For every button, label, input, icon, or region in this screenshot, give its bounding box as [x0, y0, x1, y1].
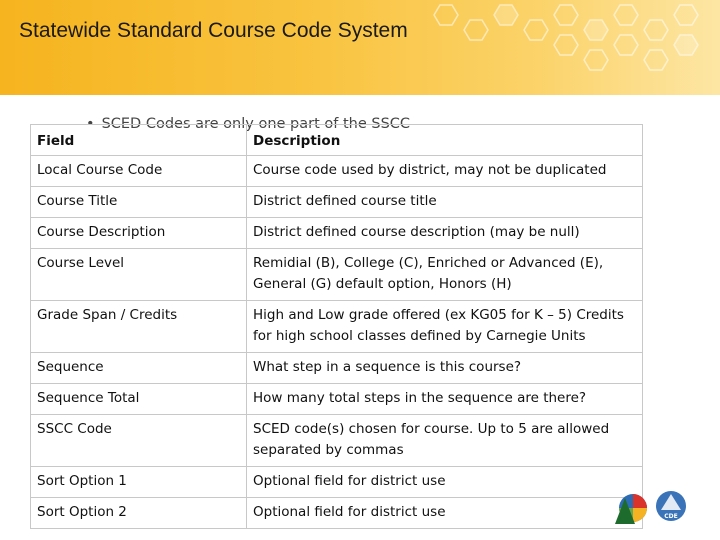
field-cell: Sort Option 2: [31, 498, 247, 529]
column-header-field: Field: [31, 125, 247, 156]
table-row: [31, 156, 643, 187]
field-cell: Sort Option 1: [31, 467, 247, 498]
description-cell: SCED code(s) chosen for course. Up to 5 are allowed separated by commas: [247, 415, 643, 467]
description-cell: Course code used by district, may not be duplicated: [247, 156, 643, 187]
organization-logos: [611, 484, 691, 526]
field-cell: Grade Span / Credits: [31, 301, 247, 353]
field-cell: Course Description: [31, 218, 247, 249]
field-cell: Course Title: [31, 187, 247, 218]
table-row: [31, 218, 643, 249]
description-cell: High and Low grade offered (ex KG05 for K – 5) Credits for high school classes defined by Carnegie Units: [247, 301, 643, 353]
bullet-dot-icon: •: [86, 116, 95, 132]
description-cell: Optional field for district use: [247, 498, 643, 529]
description-cell: What step in a sequence is this course?: [247, 353, 643, 384]
description-cell: Remidial (B), College (C), Enriched or Advanced (E), General (G) default option, Honors (H): [247, 249, 643, 301]
field-cell: SSCC Code: [31, 415, 247, 467]
column-header-description: Description: [247, 125, 643, 156]
field-cell: Sequence: [31, 353, 247, 384]
table-row: [31, 301, 643, 353]
cde-logo-icon: [656, 491, 686, 521]
colorado-pie-logo-icon: [615, 494, 647, 524]
field-cell: Sequence Total: [31, 384, 247, 415]
field-cell: Course Level: [31, 249, 247, 301]
table-row: [31, 384, 643, 415]
description-cell: District defined course title: [247, 187, 643, 218]
field-cell: Local Course Code: [31, 156, 247, 187]
description-cell: How many total steps in the sequence are there?: [247, 384, 643, 415]
table-row: [31, 249, 643, 301]
table-row: [31, 498, 643, 529]
bullet-text: SCED Codes are only one part of the SSCC: [101, 116, 411, 132]
table-header-row: [31, 125, 643, 156]
sscc-fields-table: [30, 124, 643, 529]
hexagon-pattern-decoration: [420, 0, 720, 95]
description-cell: District defined course description (may be null): [247, 218, 643, 249]
table-row: [31, 467, 643, 498]
slide-title: Statewide Standard Course Code System: [19, 19, 408, 42]
cde-logo-text: CDE: [664, 513, 678, 520]
slide-header-band: [0, 0, 720, 95]
description-cell: Optional field for district use: [247, 467, 643, 498]
table-row: [31, 187, 643, 218]
table-row: [31, 415, 643, 467]
table-row: [31, 353, 643, 384]
